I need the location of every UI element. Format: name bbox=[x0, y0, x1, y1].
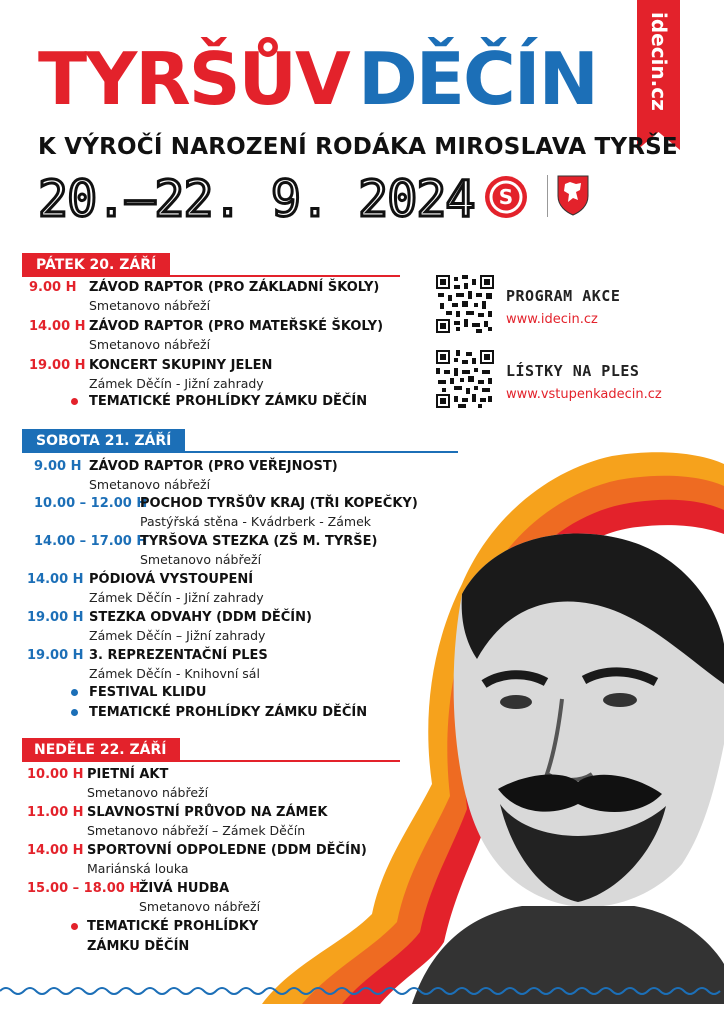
event-name: PIETNÍ AKT bbox=[87, 767, 169, 782]
day-label: PÁTEK 20. ZÁŘÍ bbox=[22, 253, 170, 277]
day-rule bbox=[22, 760, 400, 762]
event-name: ŽIVÁ HUDBA bbox=[139, 881, 230, 896]
program-row bbox=[27, 609, 407, 645]
qr-code-icon bbox=[436, 350, 494, 408]
event-name: STEZKA ODVAHY (DDM DĚČÍN) bbox=[89, 610, 312, 625]
event-name: FESTIVAL KLIDU bbox=[89, 685, 207, 700]
event-time: 10.00 – 12.00 H bbox=[34, 496, 148, 511]
program-row bbox=[27, 571, 407, 607]
day-label: SOBOTA 21. ZÁŘÍ bbox=[22, 429, 185, 453]
bullet-icon bbox=[71, 709, 78, 716]
event-name: TYRŠOVA STEZKA (ZŠ M. TYRŠE) bbox=[140, 534, 378, 549]
event-time: 10.00 H bbox=[27, 767, 84, 782]
program-row bbox=[27, 766, 407, 802]
bullet-icon bbox=[71, 923, 78, 930]
program-row bbox=[29, 318, 429, 354]
ribbon-website-text: idecin.cz bbox=[647, 11, 671, 111]
event-name: SLAVNOSTNÍ PRŮVOD NA ZÁMEK bbox=[87, 805, 328, 820]
event-location: Smetanovo nábřeží bbox=[87, 785, 209, 800]
event-time: 9.00 H bbox=[34, 459, 82, 474]
program-row bbox=[27, 842, 407, 878]
event-dates: 20.–22. 9. 2024 bbox=[38, 170, 475, 228]
wave-border bbox=[0, 984, 724, 998]
event-name: PÓDIOVÁ VYSTOUPENÍ bbox=[89, 572, 254, 587]
event-name: ZÁMKU DĚČÍN bbox=[87, 939, 190, 954]
event-location: Smetanovo nábřeží bbox=[140, 552, 262, 567]
program-row bbox=[27, 647, 407, 683]
event-name: KONCERT SKUPINY JELEN bbox=[89, 358, 273, 373]
program-row bbox=[27, 880, 407, 916]
program-row bbox=[29, 393, 429, 411]
event-name: ZÁVOD RAPTOR (PRO MATEŘSKÉ ŠKOLY) bbox=[89, 319, 384, 334]
program-row bbox=[34, 533, 414, 569]
event-name: TEMATICKÉ PROHLÍDKY ZÁMKU DĚČÍN bbox=[89, 394, 368, 409]
program-row bbox=[34, 495, 418, 531]
day-header-saturday bbox=[22, 429, 458, 453]
event-location: Smetanovo nábřeží bbox=[89, 477, 211, 492]
day-header-friday bbox=[22, 253, 400, 277]
event-location: Smetanovo nábřeží – Zámek Děčín bbox=[87, 823, 306, 838]
title-tyrsuv: TYRŠŮV bbox=[38, 37, 349, 121]
event-location: Zámek Děčín - Jižní zahrady bbox=[89, 376, 264, 391]
qr-title: LÍSTKY NA PLES bbox=[506, 362, 640, 380]
logo-divider bbox=[547, 175, 548, 217]
event-time: 14.00 – 17.00 H bbox=[34, 534, 148, 549]
event-time: 9.00 H bbox=[29, 280, 77, 295]
event-location: Smetanovo nábřeží bbox=[89, 337, 211, 352]
event-location: Zámek Děčín - Knihovní sál bbox=[89, 666, 260, 681]
qr-link[interactable]: www.idecin.cz bbox=[506, 312, 598, 327]
decin-coat-of-arms-icon bbox=[556, 172, 590, 216]
event-time: 11.00 H bbox=[27, 805, 84, 820]
program-row bbox=[27, 684, 407, 702]
event-time: 14.00 H bbox=[29, 319, 86, 334]
event-time: 19.00 H bbox=[27, 610, 84, 625]
qr-title: PROGRAM AKCE bbox=[506, 287, 621, 305]
event-name: ZÁVOD RAPTOR (PRO ZÁKLADNÍ ŠKOLY) bbox=[89, 280, 380, 295]
event-time: 19.00 H bbox=[27, 648, 84, 663]
event-name: POCHOD TYRŠŮV KRAJ (TŘI KOPEČKY) bbox=[140, 496, 418, 511]
event-location: Smetanovo nábřeží bbox=[139, 899, 261, 914]
event-name: TEMATICKÉ PROHLÍDKY bbox=[87, 919, 259, 934]
program-row bbox=[29, 357, 429, 393]
event-location: Zámek Děčín - Jižní zahrady bbox=[89, 590, 264, 605]
event-time: 14.00 H bbox=[27, 843, 84, 858]
program-row bbox=[27, 938, 407, 956]
program-row bbox=[27, 704, 407, 722]
program-row bbox=[27, 804, 407, 840]
event-name: TEMATICKÉ PROHLÍDKY ZÁMKU DĚČÍN bbox=[89, 705, 368, 720]
event-time: 14.00 H bbox=[27, 572, 84, 587]
day-rule bbox=[22, 275, 400, 277]
subtitle: K VÝROČÍ NAROZENÍ RODÁKA MIROSLAVA TYRŠE bbox=[38, 134, 678, 160]
event-name: 3. REPREZENTAČNÍ PLES bbox=[89, 648, 268, 663]
title-decin: DĚČÍN bbox=[358, 37, 597, 121]
event-location: Zámek Děčín – Jižní zahrady bbox=[89, 628, 266, 643]
day-label: NEDĚLE 22. ZÁŘÍ bbox=[22, 738, 180, 762]
event-location: Pastýřská stěna - Kvádrberk - Zámek bbox=[140, 514, 372, 529]
event-location: Smetanovo nábřeží bbox=[89, 298, 211, 313]
program-row bbox=[29, 279, 429, 315]
bullet-icon bbox=[71, 689, 78, 696]
event-location: Mariánská louka bbox=[87, 861, 189, 876]
day-rule bbox=[22, 451, 458, 453]
qr-link[interactable]: www.vstupenkadecin.cz bbox=[506, 387, 662, 402]
bullet-icon bbox=[71, 398, 78, 405]
sokol-logo-icon bbox=[484, 175, 528, 219]
event-time: 19.00 H bbox=[29, 358, 86, 373]
svg-text:S: S bbox=[498, 185, 514, 209]
program-row bbox=[27, 918, 407, 936]
qr-code-icon bbox=[436, 275, 494, 333]
event-name: SPORTOVNÍ ODPOLEDNE (DDM DĚČÍN) bbox=[87, 843, 367, 858]
event-time: 15.00 – 18.00 H bbox=[27, 881, 141, 896]
program-row bbox=[34, 458, 414, 494]
event-name: ZÁVOD RAPTOR (PRO VEŘEJNOST) bbox=[89, 459, 338, 474]
day-header-sunday bbox=[22, 738, 400, 762]
